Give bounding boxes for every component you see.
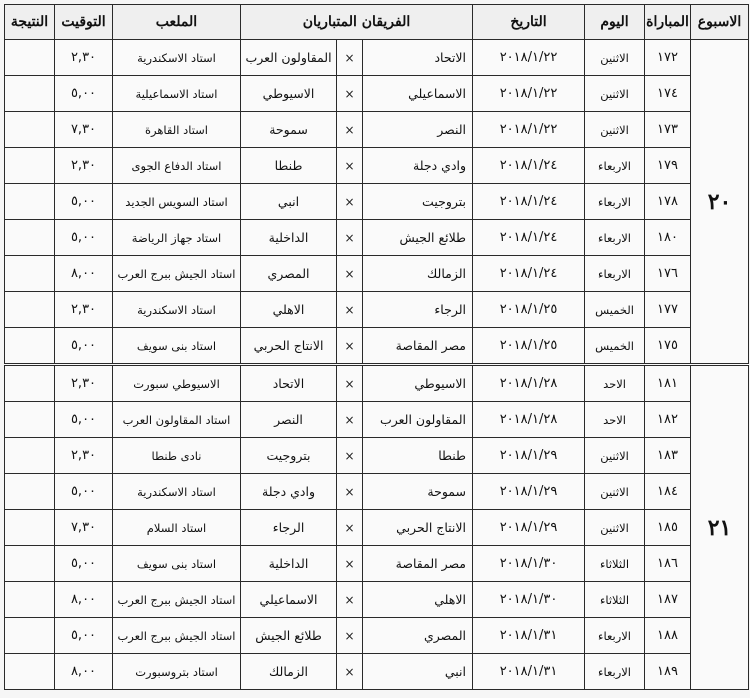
match-result <box>5 76 55 112</box>
away-team: الاهلي <box>241 292 337 328</box>
match-day: الاربعاء <box>585 148 645 184</box>
match-venue: استاد الجيش ببرج العرب <box>113 618 241 654</box>
table-row <box>5 474 749 510</box>
home-team: طنطا <box>363 438 473 474</box>
versus-separator: × <box>337 40 363 76</box>
table-row <box>5 438 749 474</box>
match-time: ٧,٣٠ <box>55 510 113 546</box>
match-venue: استاد الدفاع الجوى <box>113 148 241 184</box>
match-result <box>5 618 55 654</box>
away-team: طنطا <box>241 148 337 184</box>
match-number: ١٧٥ <box>645 328 691 365</box>
match-time: ٢,٣٠ <box>55 148 113 184</box>
match-number: ١٨٩ <box>645 654 691 690</box>
away-team: الداخلية <box>241 546 337 582</box>
versus-separator: × <box>337 256 363 292</box>
match-day: الاحد <box>585 365 645 402</box>
match-number: ١٨٧ <box>645 582 691 618</box>
home-team: مصر المقاصة <box>363 546 473 582</box>
match-day: الاربعاء <box>585 256 645 292</box>
away-team: طلائع الجيش <box>241 618 337 654</box>
match-date: ٢٠١٨/١/٢٩ <box>473 438 585 474</box>
home-team: الانتاج الحربي <box>363 510 473 546</box>
match-venue: استاد جهاز الرياضة <box>113 220 241 256</box>
match-time: ٥,٠٠ <box>55 184 113 220</box>
match-time: ٥,٠٠ <box>55 402 113 438</box>
header-teams: الفريقان المتباريان <box>241 5 473 40</box>
match-number: ١٨٢ <box>645 402 691 438</box>
header-week: الاسبوع <box>691 5 749 40</box>
match-venue: استاد الجيش ببرج العرب <box>113 582 241 618</box>
header-day: اليوم <box>585 5 645 40</box>
home-team: الرجاء <box>363 292 473 328</box>
match-result <box>5 546 55 582</box>
table-row <box>5 546 749 582</box>
versus-separator: × <box>337 292 363 328</box>
match-number: ١٧٣ <box>645 112 691 148</box>
home-team: الاسماعيلي <box>363 76 473 112</box>
match-result <box>5 582 55 618</box>
table-row <box>5 256 749 292</box>
match-result <box>5 256 55 292</box>
match-date: ٢٠١٨/١/٢٨ <box>473 402 585 438</box>
match-venue: نادى طنطا <box>113 438 241 474</box>
match-time: ٥,٠٠ <box>55 76 113 112</box>
match-date: ٢٠١٨/١/٢٥ <box>473 328 585 365</box>
match-number: ١٨٠ <box>645 220 691 256</box>
match-result <box>5 148 55 184</box>
table-row <box>5 365 749 402</box>
versus-separator: × <box>337 112 363 148</box>
match-number: ١٧٢ <box>645 40 691 76</box>
header-result: النتيجة <box>5 5 55 40</box>
match-date: ٢٠١٨/١/٢٩ <box>473 510 585 546</box>
match-date: ٢٠١٨/١/٢٩ <box>473 474 585 510</box>
table-row <box>5 402 749 438</box>
match-time: ٨,٠٠ <box>55 256 113 292</box>
match-number: ١٨٣ <box>645 438 691 474</box>
match-date: ٢٠١٨/١/٢٤ <box>473 184 585 220</box>
match-date: ٢٠١٨/١/٢٥ <box>473 292 585 328</box>
versus-separator: × <box>337 546 363 582</box>
match-result <box>5 510 55 546</box>
header-date: التاريخ <box>473 5 585 40</box>
away-team: بتروجيت <box>241 438 337 474</box>
home-team: المصري <box>363 618 473 654</box>
fixtures-table <box>4 4 749 690</box>
match-date: ٢٠١٨/١/٢٨ <box>473 365 585 402</box>
match-time: ٥,٠٠ <box>55 546 113 582</box>
match-number: ١٧٦ <box>645 256 691 292</box>
match-number: ١٧٤ <box>645 76 691 112</box>
match-time: ٢,٣٠ <box>55 292 113 328</box>
match-day: الخميس <box>585 328 645 365</box>
match-time: ٨,٠٠ <box>55 654 113 690</box>
away-team: الاسيوطي <box>241 76 337 112</box>
week-number: ٢٠ <box>691 40 749 365</box>
home-team: سموحة <box>363 474 473 510</box>
match-result <box>5 438 55 474</box>
table-row <box>5 112 749 148</box>
fixtures-body <box>5 40 749 690</box>
away-team: انبي <box>241 184 337 220</box>
away-team: الاتحاد <box>241 365 337 402</box>
table-row <box>5 510 749 546</box>
home-team: بتروجيت <box>363 184 473 220</box>
versus-separator: × <box>337 438 363 474</box>
home-team: الزمالك <box>363 256 473 292</box>
table-row <box>5 220 749 256</box>
match-venue: استاد بنى سويف <box>113 546 241 582</box>
match-result <box>5 654 55 690</box>
match-day: الاربعاء <box>585 618 645 654</box>
away-team: وادي دجلة <box>241 474 337 510</box>
versus-separator: × <box>337 148 363 184</box>
match-number: ١٨١ <box>645 365 691 402</box>
away-team: سموحة <box>241 112 337 148</box>
home-team: طلائع الجيش <box>363 220 473 256</box>
header-venue: الملعب <box>113 5 241 40</box>
away-team: الانتاج الحربي <box>241 328 337 365</box>
match-date: ٢٠١٨/١/٢٢ <box>473 112 585 148</box>
match-venue: استاد بتروسبورت <box>113 654 241 690</box>
match-number: ١٨٥ <box>645 510 691 546</box>
table-row <box>5 148 749 184</box>
away-team: الاسماعيلي <box>241 582 337 618</box>
table-row <box>5 328 749 365</box>
versus-separator: × <box>337 76 363 112</box>
header-time: التوقيت <box>55 5 113 40</box>
home-team: مصر المقاصة <box>363 328 473 365</box>
match-date: ٢٠١٨/١/٢٤ <box>473 220 585 256</box>
table-row <box>5 618 749 654</box>
match-day: الاثنين <box>585 438 645 474</box>
away-team: الزمالك <box>241 654 337 690</box>
home-team: الاهلي <box>363 582 473 618</box>
versus-separator: × <box>337 654 363 690</box>
match-date: ٢٠١٨/١/٣١ <box>473 654 585 690</box>
match-number: ١٧٩ <box>645 148 691 184</box>
match-venue: استاد الجيش ببرج العرب <box>113 256 241 292</box>
versus-separator: × <box>337 582 363 618</box>
match-day: الاحد <box>585 402 645 438</box>
away-team: المقاولون العرب <box>241 40 337 76</box>
away-team: المصري <box>241 256 337 292</box>
header-match: المباراة <box>645 5 691 40</box>
match-date: ٢٠١٨/١/٣١ <box>473 618 585 654</box>
match-venue: استاد القاهرة <box>113 112 241 148</box>
home-team: الاتحاد <box>363 40 473 76</box>
table-row <box>5 292 749 328</box>
match-result <box>5 40 55 76</box>
match-date: ٢٠١٨/١/٢٢ <box>473 76 585 112</box>
match-result <box>5 365 55 402</box>
home-team: النصر <box>363 112 473 148</box>
versus-separator: × <box>337 184 363 220</box>
away-team: الرجاء <box>241 510 337 546</box>
match-time: ٧,٣٠ <box>55 112 113 148</box>
match-result <box>5 220 55 256</box>
versus-separator: × <box>337 328 363 365</box>
match-number: ١٧٧ <box>645 292 691 328</box>
match-result <box>5 112 55 148</box>
home-team: الاسيوطي <box>363 365 473 402</box>
match-time: ٥,٠٠ <box>55 474 113 510</box>
versus-separator: × <box>337 618 363 654</box>
match-venue: استاد الاسماعيلية <box>113 76 241 112</box>
match-venue: استاد الاسكندرية <box>113 474 241 510</box>
match-venue: استاد الاسكندرية <box>113 40 241 76</box>
match-day: الاثنين <box>585 510 645 546</box>
match-number: ١٧٨ <box>645 184 691 220</box>
match-time: ٢,٣٠ <box>55 40 113 76</box>
match-day: الاثنين <box>585 474 645 510</box>
match-day: الاربعاء <box>585 220 645 256</box>
match-time: ٥,٠٠ <box>55 220 113 256</box>
match-day: الاثنين <box>585 40 645 76</box>
match-time: ٥,٠٠ <box>55 328 113 365</box>
match-day: الثلاثاء <box>585 582 645 618</box>
match-venue: استاد السلام <box>113 510 241 546</box>
match-day: الاربعاء <box>585 184 645 220</box>
match-date: ٢٠١٨/١/٣٠ <box>473 546 585 582</box>
match-number: ١٨٦ <box>645 546 691 582</box>
match-venue: استاد السويس الجديد <box>113 184 241 220</box>
match-day: الاثنين <box>585 112 645 148</box>
match-result <box>5 184 55 220</box>
table-row <box>5 40 749 76</box>
versus-separator: × <box>337 220 363 256</box>
match-day: الاثنين <box>585 76 645 112</box>
match-time: ٥,٠٠ <box>55 618 113 654</box>
match-venue: استاد الاسكندرية <box>113 292 241 328</box>
versus-separator: × <box>337 510 363 546</box>
home-team: انبي <box>363 654 473 690</box>
match-time: ٢,٣٠ <box>55 365 113 402</box>
table-row <box>5 184 749 220</box>
match-number: ١٨٨ <box>645 618 691 654</box>
match-time: ٢,٣٠ <box>55 438 113 474</box>
match-day: الاربعاء <box>585 654 645 690</box>
match-venue: استاد المقاولون العرب <box>113 402 241 438</box>
versus-separator: × <box>337 474 363 510</box>
match-result <box>5 402 55 438</box>
match-result <box>5 474 55 510</box>
table-row <box>5 582 749 618</box>
match-result <box>5 328 55 365</box>
match-date: ٢٠١٨/١/٢٤ <box>473 148 585 184</box>
match-day: الخميس <box>585 292 645 328</box>
header-row <box>5 5 749 40</box>
week-number: ٢١ <box>691 365 749 690</box>
table-row <box>5 654 749 690</box>
versus-separator: × <box>337 402 363 438</box>
match-result <box>5 292 55 328</box>
away-team: النصر <box>241 402 337 438</box>
away-team: الداخلية <box>241 220 337 256</box>
home-team: وادي دجلة <box>363 148 473 184</box>
match-number: ١٨٤ <box>645 474 691 510</box>
match-date: ٢٠١٨/١/٢٢ <box>473 40 585 76</box>
home-team: المقاولون العرب <box>363 402 473 438</box>
match-venue: الاسيوطي سبورت <box>113 365 241 402</box>
versus-separator: × <box>337 365 363 402</box>
table-row <box>5 76 749 112</box>
match-day: الثلاثاء <box>585 546 645 582</box>
match-venue: استاد بنى سويف <box>113 328 241 365</box>
match-date: ٢٠١٨/١/٢٤ <box>473 256 585 292</box>
match-date: ٢٠١٨/١/٣٠ <box>473 582 585 618</box>
match-time: ٨,٠٠ <box>55 582 113 618</box>
